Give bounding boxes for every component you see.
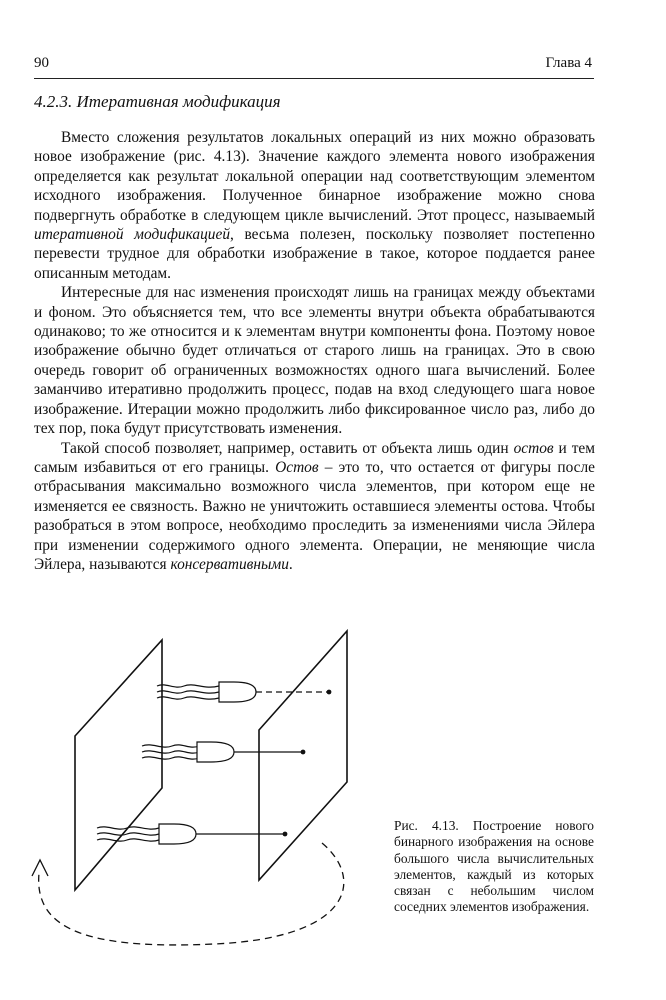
header-rule bbox=[34, 78, 594, 79]
body-text bbox=[34, 128, 595, 574]
page-number: 90 bbox=[34, 55, 49, 71]
italic-term: Остов bbox=[275, 458, 319, 476]
paragraph-1 bbox=[34, 128, 595, 283]
text-run: – это то, что остается от фигуры после отбрасывания максимально возможного числа элементов, при котором еще не изменяется ее связность. Важно не уничтожить оставшиеся элементы остова. Чтобы разобраться в этом вопросе, необходимо проследить за изменениями числа Эйлера при изменении содержимого одного элемента. Операции, не меняющие числа Эйлера, называются bbox=[34, 458, 595, 573]
italic-term: остов bbox=[513, 439, 554, 457]
paragraph-2 bbox=[34, 283, 595, 438]
figure-caption: Рис. 4.13. Построение нового бинарного изображения на основе большого числа вычислительных элементов, каждый из которых связан с небольшим числом соседних элементов изображения. bbox=[394, 818, 594, 915]
paragraph-3 bbox=[34, 439, 595, 575]
output-image-plane bbox=[259, 631, 347, 880]
logic-element-3 bbox=[97, 824, 284, 844]
text-run: Такой способ позволяет, например, оставить от объекта лишь один bbox=[61, 439, 514, 457]
logic-element-2 bbox=[142, 742, 302, 762]
logic-element-1 bbox=[157, 682, 329, 702]
output-element-1 bbox=[327, 690, 332, 695]
italic-term: консервативными bbox=[170, 555, 289, 573]
figure-4-13 bbox=[24, 628, 384, 978]
text-run: и тем самым избавиться от его границы. bbox=[34, 439, 595, 476]
input-image-plane bbox=[75, 640, 162, 890]
feedback-arrow bbox=[39, 843, 344, 945]
text-run: . bbox=[288, 555, 293, 573]
text-run: Интересные для нас изменения происходят лишь на границах между объектами и фоном. Это объясняется тем, что все элементы внутри объекта обрабатываются одинаково; то же относится и к элементам внутри компоненты фона. Поэтому новое изображение обычно будет отличаться от старого лишь на границах. Это в свою очередь говорит об ограниченных возможностях одного шага вычислений. Более заманчиво итеративно продолжить процесс, подав на вход следующего шага новое изображение. Итерации можно продолжить либо фиксированное число раз, либо до тех пор, пока будут присутствовать изменения. bbox=[34, 284, 595, 438]
feedback-arrowhead bbox=[32, 860, 48, 876]
output-element-3 bbox=[283, 832, 288, 837]
text-run: , весьма полезен, поскольку позволяет постепенно перевести трудное для обработки изображение в такое, которое поддается ранее описанным методам. bbox=[34, 226, 595, 282]
output-element-2 bbox=[301, 750, 306, 755]
section-heading: 4.2.3. Итеративная модификация bbox=[34, 92, 281, 111]
running-head: Глава 4 bbox=[545, 55, 592, 71]
text-run: Вместо сложения результатов локальных операций из них можно образовать новое изображение (рис. 4.13). Значение каждого элемента нового изображения определяется как результат локальной операции над соответствующим элементом исходного изображения. Полученное бинарное изображение можно снова подвергнуть обработке в следующем цикле вычислений. Этот процесс, называемый bbox=[34, 129, 595, 224]
italic-term: итеративной модификацией bbox=[34, 226, 231, 244]
